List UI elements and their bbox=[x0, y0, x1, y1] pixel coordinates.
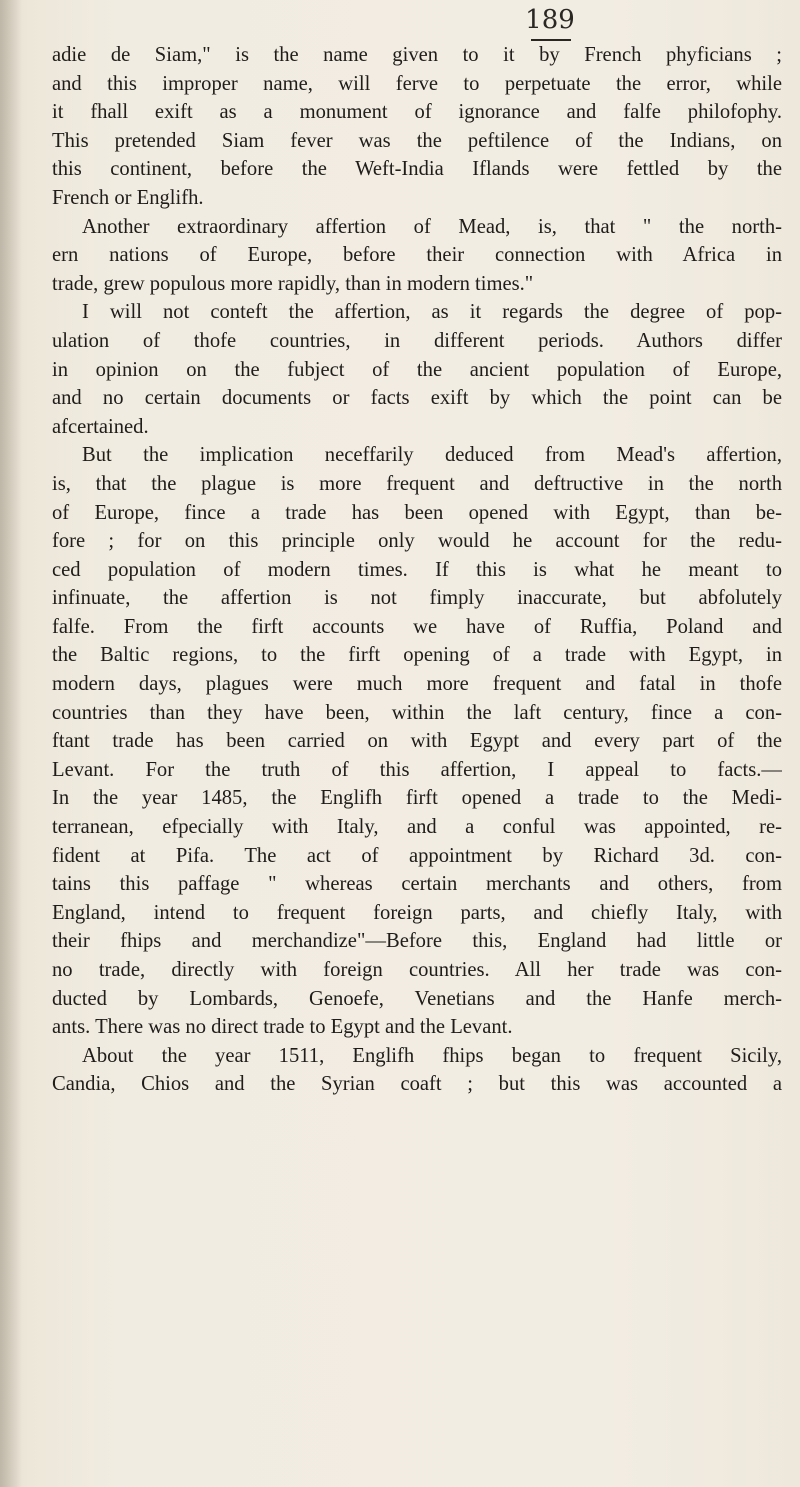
text-line: countries than they have been, within the laft century, fince a con- bbox=[52, 701, 782, 724]
text-line: their fhips and merchandize"—Before this, England had little or bbox=[52, 930, 782, 953]
text-line: ftant trade has been carried on with Egypt and every part of the bbox=[52, 730, 782, 753]
text-line: fident at Pifa. The act of appointment by Richard 3d. con- bbox=[52, 844, 782, 867]
text-line: This pretended Siam fever was the peftilence of the Indians, on bbox=[52, 129, 782, 152]
page-number: 189 bbox=[525, 5, 575, 35]
text-line: But the implication neceffarily deduced from Mead's affertion, bbox=[82, 444, 782, 467]
text-line: fore ; for on this principle only would he account for the redu- bbox=[52, 530, 782, 553]
text-line: French or Englifh. bbox=[52, 186, 204, 209]
text-line: About the year 1511, Englifh fhips began to frequent Sicily, bbox=[82, 1044, 782, 1067]
text-line: infinuate, the affertion is not fimply inaccurate, but abfolutely bbox=[52, 587, 782, 610]
text-line: In the year 1485, the Englifh firft opened a trade to the Medi- bbox=[52, 787, 782, 810]
text-line: I will not conteft the affertion, as it regards the degree of pop- bbox=[82, 301, 782, 324]
text-line: tains this paffage " whereas certain merchants and others, from bbox=[52, 873, 782, 896]
text-line: afcertained. bbox=[52, 415, 149, 438]
text-line: it fhall exift as a monument of ignorance and falfe philofophy. bbox=[52, 101, 782, 124]
page-gutter-shadow bbox=[0, 0, 22, 1487]
text-line: and no certain documents or facts exift by which the point can be bbox=[52, 387, 782, 410]
text-line: trade, grew populous more rapidly, than in modern times." bbox=[52, 272, 534, 295]
text-line: ced population of modern times. If this is what he meant to bbox=[52, 558, 782, 581]
text-line: this continent, before the Weft-India Iflands were fettled by the bbox=[52, 158, 782, 181]
text-line: England, intend to frequent foreign parts, and chiefly Italy, with bbox=[52, 901, 782, 924]
text-line: modern days, plagues were much more frequent and fatal in thofe bbox=[52, 673, 782, 696]
text-line: ducted by Lombards, Genoefe, Venetians and the Hanfe merch- bbox=[52, 987, 782, 1010]
text-line: Levant. For the truth of this affertion, I appeal to facts.— bbox=[52, 758, 782, 781]
text-line: is, that the plague is more frequent and deftructive in the north bbox=[52, 472, 782, 495]
text-line: ants. There was no direct trade to Egypt and the Levant. bbox=[52, 1016, 513, 1039]
text-line: Another extraordinary affertion of Mead, is, that " the north- bbox=[82, 215, 782, 238]
body-text bbox=[52, 41, 782, 1099]
text-line: and this improper name, will ferve to perpetuate the error, while bbox=[52, 72, 782, 95]
text-line: no trade, directly with foreign countries. All her trade was con- bbox=[52, 959, 782, 981]
text-line: ulation of thofe countries, in different periods. Authors differ bbox=[52, 329, 782, 352]
text-line: in opinion on the fubject of the ancient population of Europe, bbox=[52, 358, 782, 381]
text-line: of Europe, fince a trade has been opened with Egypt, than be- bbox=[52, 501, 782, 524]
text-line: Candia, Chios and the Syrian coaft ; but this was accounted a bbox=[52, 1073, 782, 1096]
text-line: falfe. From the firft accounts we have of Ruffia, Poland and bbox=[52, 615, 782, 638]
text-line: the Baltic regions, to the firft opening of a trade with Egypt, in bbox=[52, 644, 782, 667]
text-line: ern nations of Europe, before their connection with Africa in bbox=[52, 244, 782, 267]
text-line: terranean, efpecially with Italy, and a conful was appointed, re- bbox=[52, 816, 782, 839]
text-line: adie de Siam," is the name given to it by French phyficians ; bbox=[52, 44, 782, 66]
